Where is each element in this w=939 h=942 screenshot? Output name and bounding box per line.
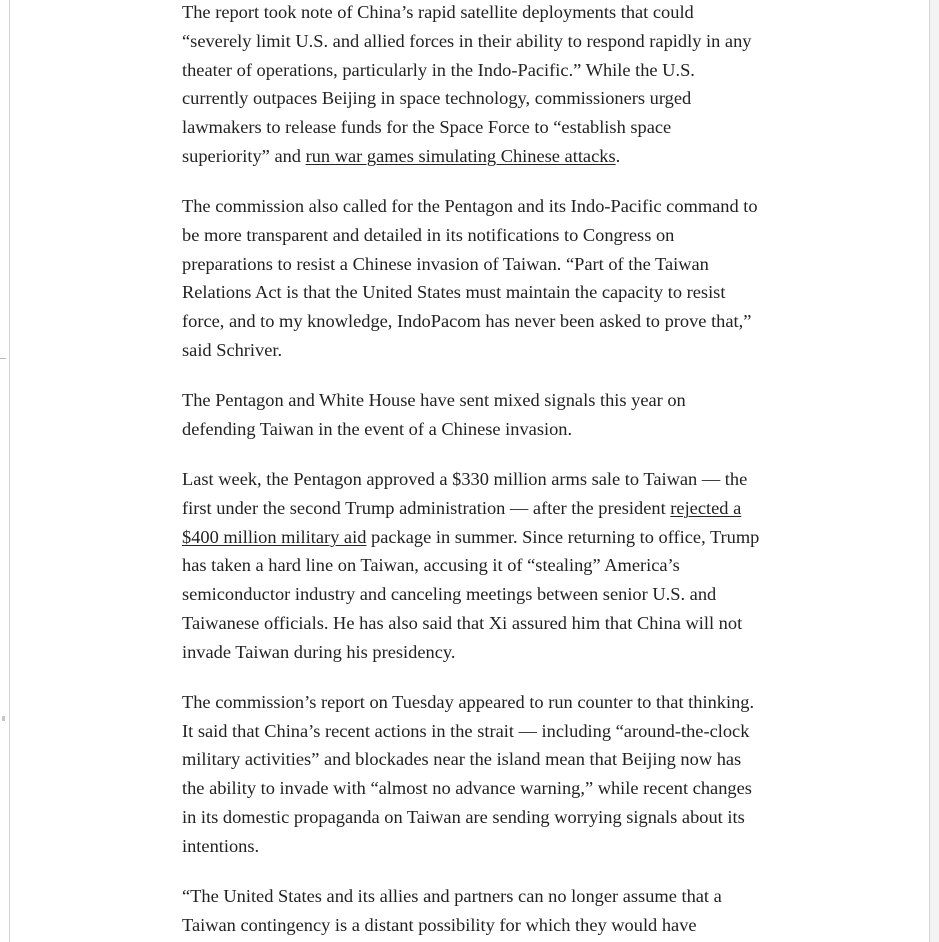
margin-tick-mark xyxy=(0,358,6,359)
article-body xyxy=(182,0,760,942)
article-paragraph xyxy=(182,465,760,666)
left-margin-rule xyxy=(9,0,10,942)
article-paragraph: The commission’s report on Tuesday appeared to run counter to that thinking. It said that China’s recent actions in the strait — including “around-the-clock military activities” and blockades near the island mean that Beijing now has the ability to invade with “almost no advance warning,” while recent changes in its domestic propaganda on Taiwan are sending worrying signals about its intentions. xyxy=(182,691,755,856)
scrollbar-gutter[interactable] xyxy=(930,0,939,942)
war-games-link[interactable]: run war games simulating Chinese attacks xyxy=(305,145,616,166)
paragraph-text: The report took note of China’s rapid satellite deployments that could “severely limit U.S. and allied forces in their ability to respond rapidly in any theater of operations, particularly in the Indo-Pacific.” While the U.S. currently outpaces Beijing in space technology, commissioners urged lawmakers to release funds for the Space Force to “establish space superiority” and xyxy=(182,2,752,166)
margin-tick-mark xyxy=(2,716,5,721)
paragraph-text: package in summer. Since returning to office, Trump has taken a hard line on Taiwan, accusing it of “stealing” America’s semiconductor industry and canceling meetings between senior U.S. and Taiwanese officials. He has also said that Xi assured him that China will not invade Taiwan during his presidency. xyxy=(182,526,760,662)
paragraph-text: Last week, the Pentagon approved a $330 million arms sale to Taiwan — the first under the second Trump administration — after the president xyxy=(182,469,748,518)
article-paragraph: “The United States and its allies and partners can no longer assume that a Taiwan contingency is a distant possibility for which they would have xyxy=(182,885,722,935)
article-paragraph: The Pentagon and White House have sent mixed signals this year on defending Taiwan in the event of a Chinese invasion. xyxy=(182,390,686,439)
military-aid-link[interactable]: rejected a $400 million military aid xyxy=(182,497,742,547)
article-paragraph xyxy=(182,0,760,171)
article-paragraph: The commission also called for the Pentagon and its Indo-Pacific command to be more transparent and detailed in its notifications to Congress on preparations to resist a Chinese invasion of Taiwan. “Part of the Taiwan Relations Act is that the United States must maintain the capacity to resist force, and to my knowledge, IndoPacom has never been asked to prove that,” said Schriver. xyxy=(182,196,758,360)
paragraph-text: . xyxy=(615,145,621,166)
